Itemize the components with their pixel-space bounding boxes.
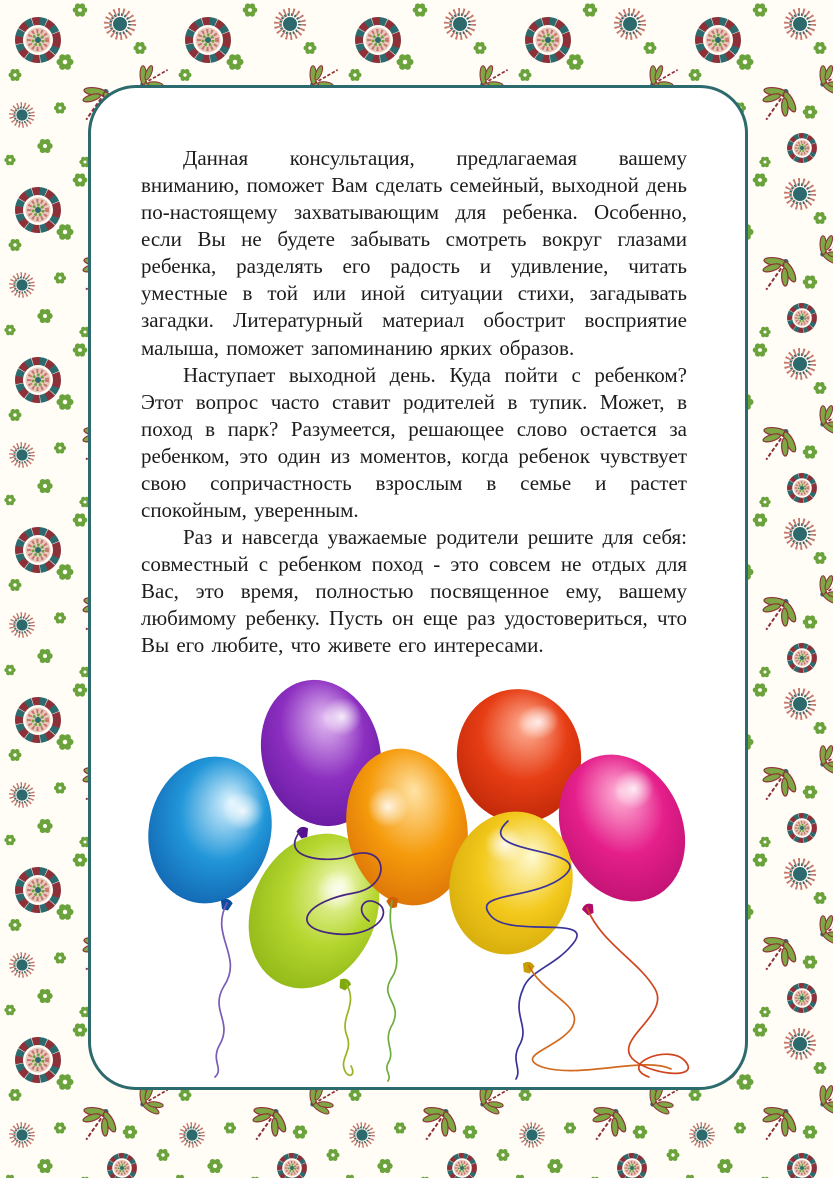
balloon-string-blue — [215, 903, 230, 1077]
consultation-text — [91, 88, 745, 659]
paragraph-2: Наступает выходной день. Куда пойти с ребенком? Этот вопрос часто ставит родителей в тупик. Может, в поход в парк? Разумеется, решающее слово остается за ребенком, это один из моментов, когда ребенок чувствует свою сопричастность взрослым в семье и растет спокойным, уверенным. — [141, 362, 687, 523]
content-panel — [88, 85, 748, 1090]
balloon-string-orange — [387, 901, 397, 1081]
paragraph-3: Раз и навсегда уважаемые родители решите для себя: совместный с ребенком поход - это совсем не отдых для Вас, это время, полностью посвященное ему, вашему любимому ребенку. Пусть он еще раз удостовериться, что Вы его любите, что живете его интересами. — [141, 525, 687, 658]
balloon-string-green — [343, 983, 352, 1075]
balloon-knot — [337, 977, 352, 992]
balloon-knot — [581, 902, 597, 917]
balloons-illustration — [139, 671, 719, 1083]
paragraph-1: Данная консультация, предлагаемая вашему вниманию, поможет Вам сделать семейный, выходной день по-настоящему захватывающим для ребенка. Особенно, если Вы не будете забывать смотреть вокруг глазами ребенка, разделять его радость и удивление, читать уместные в той или иной ситуации стихи, загадывать загадки. Литературный материал обострит восприятие малыша, поможет запоминанию ярких образов. — [141, 146, 687, 360]
balloon-string-pink — [587, 908, 688, 1077]
